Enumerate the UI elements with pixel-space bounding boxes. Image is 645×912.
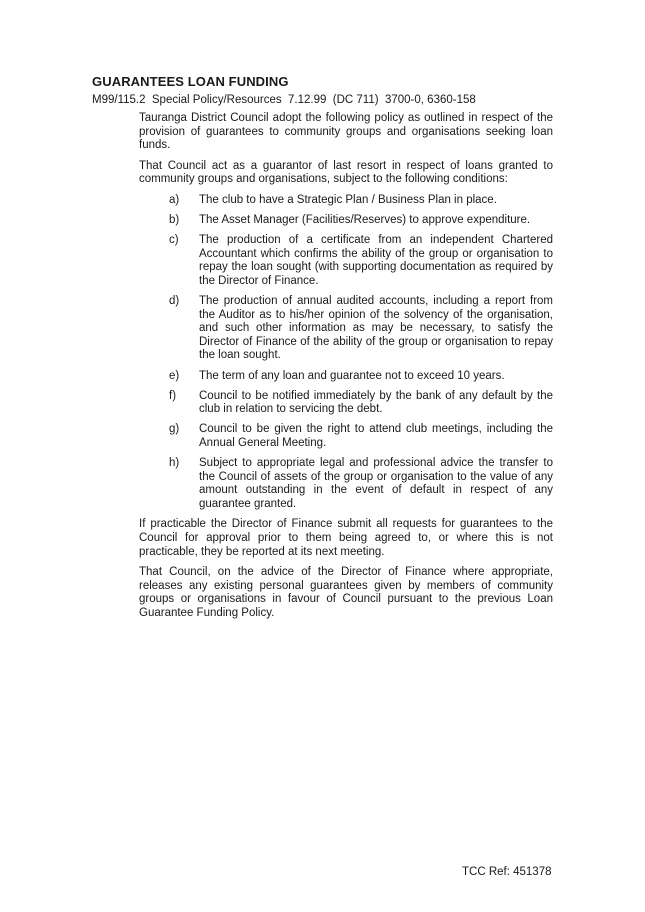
condition-item [139, 214, 553, 228]
closing-paragraph: That Council, on the advice of the Director of Finance where appropriate, releases any existing personal guarantees given by members of community groups or organisations in favour of Council pursuant to the previous Loan Guarantee Funding Policy. [139, 566, 553, 619]
condition-text: Council to be notified immediately by the bank of any default by the club in relation to servicing the debt. [199, 389, 553, 416]
condition-letter: a) [169, 193, 180, 206]
condition-item [139, 370, 553, 384]
condition-item [139, 423, 553, 450]
condition-item [139, 234, 553, 288]
reference-line: M99/115.2 Special Policy/Resources 7.12.99 (DC 711) 3700-0, 6360-158 [92, 94, 476, 106]
conditions-list [139, 194, 553, 511]
condition-item [139, 390, 553, 417]
condition-text: The term of any loan and guarantee not to exceed 10 years. [199, 369, 505, 382]
intro-paragraph: Tauranga District Council adopt the following policy as outlined in respect of the provision of guarantees to community groups and organisations seeking loan funds. [139, 112, 553, 152]
condition-letter: h) [169, 456, 180, 469]
condition-text: Subject to appropriate legal and professional advice the transfer to the Council of assets of the group or organisation to the value of any amount outstanding in the event of default in respect of any guarantee granted. [199, 456, 553, 510]
condition-letter: c) [169, 234, 179, 247]
condition-text: The production of annual audited accounts, including a report from the Auditor as to his/her opinion of the solvency of the organisation, and such other information as may be necessary, to satisfy the Director of Finance of the ability of the group or organisation to repay the loan sought. [199, 295, 553, 362]
footer-reference: TCC Ref: 451378 [462, 866, 552, 878]
condition-letter: f) [169, 389, 177, 402]
condition-item [139, 295, 553, 363]
condition-text: Council to be given the right to attend club meetings, including the Annual General Meeting. [199, 423, 553, 449]
closing-paragraph: If practicable the Director of Finance submit all requests for guarantees to the Council for approval prior to them being agreed to, or where this is not practicable, they be reported at its next meeting. [139, 518, 553, 558]
condition-item [139, 194, 553, 208]
document-title: GUARANTEES LOAN FUNDING [92, 74, 289, 89]
intro-paragraph: That Council act as a guarantor of last resort in respect of loans granted to community groups and organisations, subject to the following conditions: [139, 159, 553, 186]
condition-text: The production of a certificate from an independent Chartered Accountant which confirms the ability of the group or organisation to repay the loan sought (with supporting documentation as required by the Director of Finance. [199, 234, 553, 287]
policy-body [139, 112, 553, 628]
condition-letter: g) [169, 423, 180, 436]
condition-letter: e) [169, 369, 180, 382]
condition-text: The Asset Manager (Facilities/Reserves) to approve expenditure. [199, 214, 531, 227]
condition-letter: b) [169, 214, 180, 227]
condition-text: The club to have a Strategic Plan / Business Plan in place. [199, 193, 497, 206]
condition-letter: d) [169, 295, 180, 308]
condition-item [139, 457, 553, 511]
